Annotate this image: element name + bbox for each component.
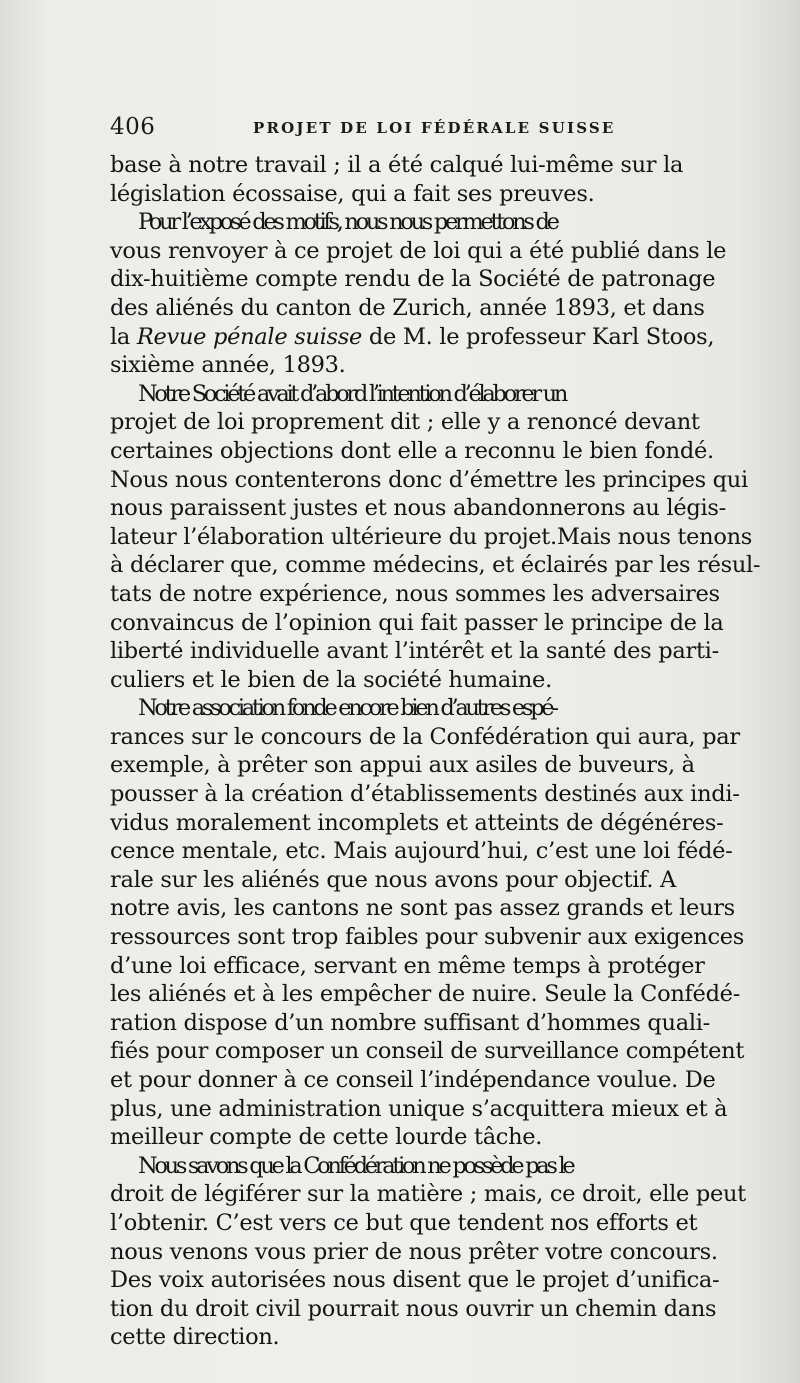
text-line: et pour donner à ce conseil l’indépendance voulue. De xyxy=(110,1067,716,1093)
text-line: vous renvoyer à ce projet de loi qui a été publié dans le xyxy=(110,237,727,264)
text-line: fiés pour composer un conseil de surveillance compétent xyxy=(110,1038,745,1065)
text-line: droit de légiférer sur la matière ; mais, ce droit, elle peut xyxy=(110,1181,746,1208)
text-line: nous venons vous prier de nous prêter votre concours. xyxy=(110,1238,718,1265)
text-line: ressources sont trop faibles pour subvenir aux exigences xyxy=(110,924,745,951)
text-line: les aliénés et à les empêcher de nuire. Seule la Confédé- xyxy=(110,981,740,1008)
text-line: rances sur le concours de la Confédération qui aura, par xyxy=(110,723,740,750)
text-line: dix-huitième compte rendu de la Société de patronage xyxy=(110,266,716,293)
text-line: Notre association fonde encore bien d’autres espé- xyxy=(138,695,556,722)
text-line: notre avis, les cantons ne sont pas assez grands et leurs xyxy=(110,895,735,922)
text-line: culiers et le bien de la société humaine. xyxy=(110,666,552,693)
paragraph-3 xyxy=(110,380,762,695)
page-header xyxy=(110,112,760,142)
text-line: tion du droit civil pourrait nous ouvrir un chemin dans xyxy=(110,1295,717,1322)
text-line: sixième année, 1893. xyxy=(110,352,346,379)
paragraph-4 xyxy=(110,694,762,1152)
text-line: à déclarer que, comme médecins, et éclairés par les résul- xyxy=(110,552,761,579)
text-line: Nous nous contenterons donc d’émettre les principes qui xyxy=(110,466,748,493)
text-line: l’obtenir. C’est vers ce but que tendent nos efforts et xyxy=(110,1209,698,1236)
text-line: certaines objections dont elle a reconnu le bien fondé. xyxy=(110,437,714,464)
text-line: plus, une administration unique s’acquittera mieux et à xyxy=(110,1095,728,1122)
running-title: PROJET DE LOI FÉDÉRALE SUISSE xyxy=(253,119,616,137)
journal-title: Revue pénale suisse xyxy=(136,323,363,350)
text-line: pousser à la création d’établissements destinés aux indi- xyxy=(110,781,740,808)
text-line: projet de loi proprement dit ; elle y a renoncé devant xyxy=(110,409,700,436)
body-text xyxy=(110,151,762,1352)
text-line: nous paraissent justes et nous abandonnerons au légis- xyxy=(110,495,726,522)
text-line: ration dispose d’un nombre suffisant d’hommes quali- xyxy=(110,1009,710,1036)
page-number: 406 xyxy=(110,114,156,140)
text-line: d’une loi efficace, servant en même temps à protéger xyxy=(110,952,705,979)
text-line: lateur l’élaboration ultérieure du projet.Mais nous tenons xyxy=(110,523,753,550)
text-line: rale sur les aliénés que nous avons pour objectif. A xyxy=(110,866,676,893)
text-line: base à notre travail ; il a été calqué lui-même sur la xyxy=(110,152,684,178)
text-line: Des voix autorisées nous disent que le projet d’unifica- xyxy=(110,1267,720,1294)
text-line: meilleur compte de cette lourde tâche. xyxy=(110,1124,543,1151)
text-line: Notre Société avait d’abord l’intention d’élaborer un xyxy=(138,380,566,407)
text-line: cence mentale, etc. Mais aujourd’hui, c’est une loi fédé- xyxy=(110,838,733,865)
paragraph-5 xyxy=(110,1152,762,1352)
paragraph-1 xyxy=(110,151,762,208)
text-line-with-citation xyxy=(110,323,762,352)
text-line: Pour l’exposé des motifs, nous nous permettons de xyxy=(138,209,557,236)
text-line: liberté individuelle avant l’intérêt et la santé des parti- xyxy=(110,638,719,665)
text-line: exemple, à prêter son appui aux asiles de buveurs, à xyxy=(110,752,695,779)
text-line: vidus moralement incomplets et atteints de dégénéres- xyxy=(110,809,724,836)
paragraph-2 xyxy=(110,208,762,380)
text-line: Nous savons que la Confédération ne possède pas le xyxy=(138,1152,573,1179)
text-line: tats de notre expérience, nous sommes les adversaires xyxy=(110,580,720,607)
text-line: cette direction. xyxy=(110,1324,280,1351)
text-fragment: la xyxy=(110,323,137,350)
text-line: législation écossaise, qui a fait ses preuves. xyxy=(110,180,595,207)
text-fragment: de M. le professeur Karl Stoos, xyxy=(362,323,715,350)
text-line: convaincus de l’opinion qui fait passer le principe de la xyxy=(110,609,724,636)
text-line: des aliénés du canton de Zurich, année 1893, et dans xyxy=(110,294,705,321)
